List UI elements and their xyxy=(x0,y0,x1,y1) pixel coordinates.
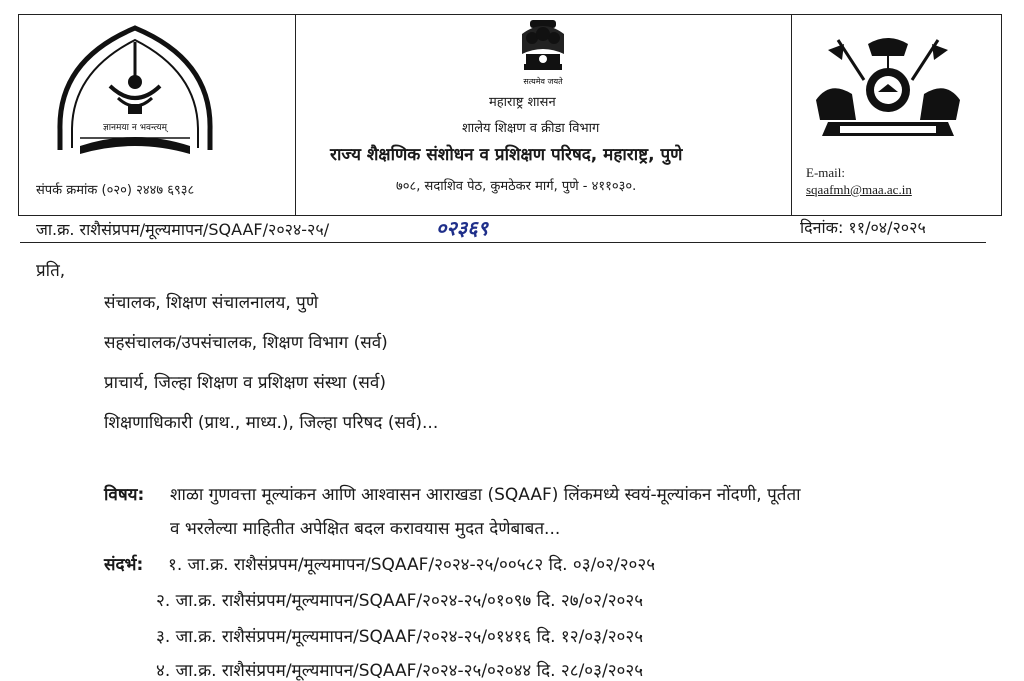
reference-item: १. जा.क्र. राशैसंप्रपम/मूल्यमापन/SQAAF/२०२४-२५/००५८२ दि. ०३/०२/२०२५ xyxy=(168,555,656,575)
reference-item: ४. जा.क्र. राशैसंप्रपम/मूल्यमापन/SQAAF/२०२४-२५/०२०४४ दि. २८/०३/२०२५ xyxy=(156,661,644,681)
council-name: राज्य शैक्षणिक संशोधन व प्रशिक्षण परिषद, महाराष्ट्र, पुणे xyxy=(330,145,683,165)
email-label: E-mail: xyxy=(806,165,845,180)
logo-motto: ज्ञानमया न भवन्त्यम् xyxy=(102,123,168,133)
office-address: ७०८, सदाशिव पेठ, कुमठेकर मार्ग, पुणे - ४११०३०. xyxy=(396,179,637,194)
reference-item: ३. जा.क्र. राशैसंप्रपम/मूल्यमापन/SQAAF/२०२४-२५/०१४१६ दि. १२/०३/२०२५ xyxy=(156,627,644,647)
email-link[interactable]: sqaafmh@maa.ac.in xyxy=(806,182,912,197)
recipient-item: संचालक, शिक्षण संचालनालय, पुणे xyxy=(104,293,319,313)
letter-date: दिनांक: ११/०४/२०२५ xyxy=(800,218,926,237)
recipient-item: प्राचार्य, जिल्हा शिक्षण व प्रशिक्षण संस्था (सर्व) xyxy=(104,373,386,393)
letterhead-divider-left xyxy=(295,15,296,215)
emblem-caption: सत्यमेव जयते xyxy=(523,77,563,86)
reference-item: २. जा.क्र. राशैसंप्रपम/मूल्यमापन/SQAAF/२०२४-२५/०१०९७ दि. २७/०२/२०२५ xyxy=(156,591,644,611)
government-name: महाराष्ट्र शासन xyxy=(489,95,556,110)
department-name: शालेय शिक्षण व क्रीडा विभाग xyxy=(462,121,600,136)
subject-line-1: शाळा गुणवत्ता मूल्यांकन आणि आश्वासन आराखडा (SQAAF) लिंकमध्ये स्वयं-मूल्यांकन नोंदणी, पूर्तता xyxy=(170,485,801,505)
national-emblem xyxy=(508,14,578,96)
maharashtra-crest xyxy=(808,30,978,154)
scert-logo xyxy=(40,20,230,174)
recipient-item: सहसंचालक/उपसंचालक, शिक्षण विभाग (सर्व) xyxy=(104,333,388,353)
contact-number: संपर्क क्रमांक (०२०) २४४७ ६९३८ xyxy=(36,183,195,198)
recipient-item: शिक्षणाधिकारी (प्राथ., माध्य.), जिल्हा परिषद (सर्व)... xyxy=(104,413,439,433)
salutation: प्रति, xyxy=(36,261,66,281)
references-label: संदर्भ: xyxy=(104,555,144,575)
handwritten-number: ०२३६९ xyxy=(436,216,488,240)
subject-line-2: व भरलेल्या माहितीत अपेक्षित बदल करावयास मुदत देणेबाबत... xyxy=(170,519,561,539)
subject-label: विषय: xyxy=(104,485,145,505)
letterhead-divider-right xyxy=(791,15,792,215)
reference-number: जा.क्र. राशैसंप्रपम/मूल्यमापन/SQAAF/२०२४-२५/ xyxy=(36,220,330,239)
reference-underline xyxy=(20,242,986,243)
